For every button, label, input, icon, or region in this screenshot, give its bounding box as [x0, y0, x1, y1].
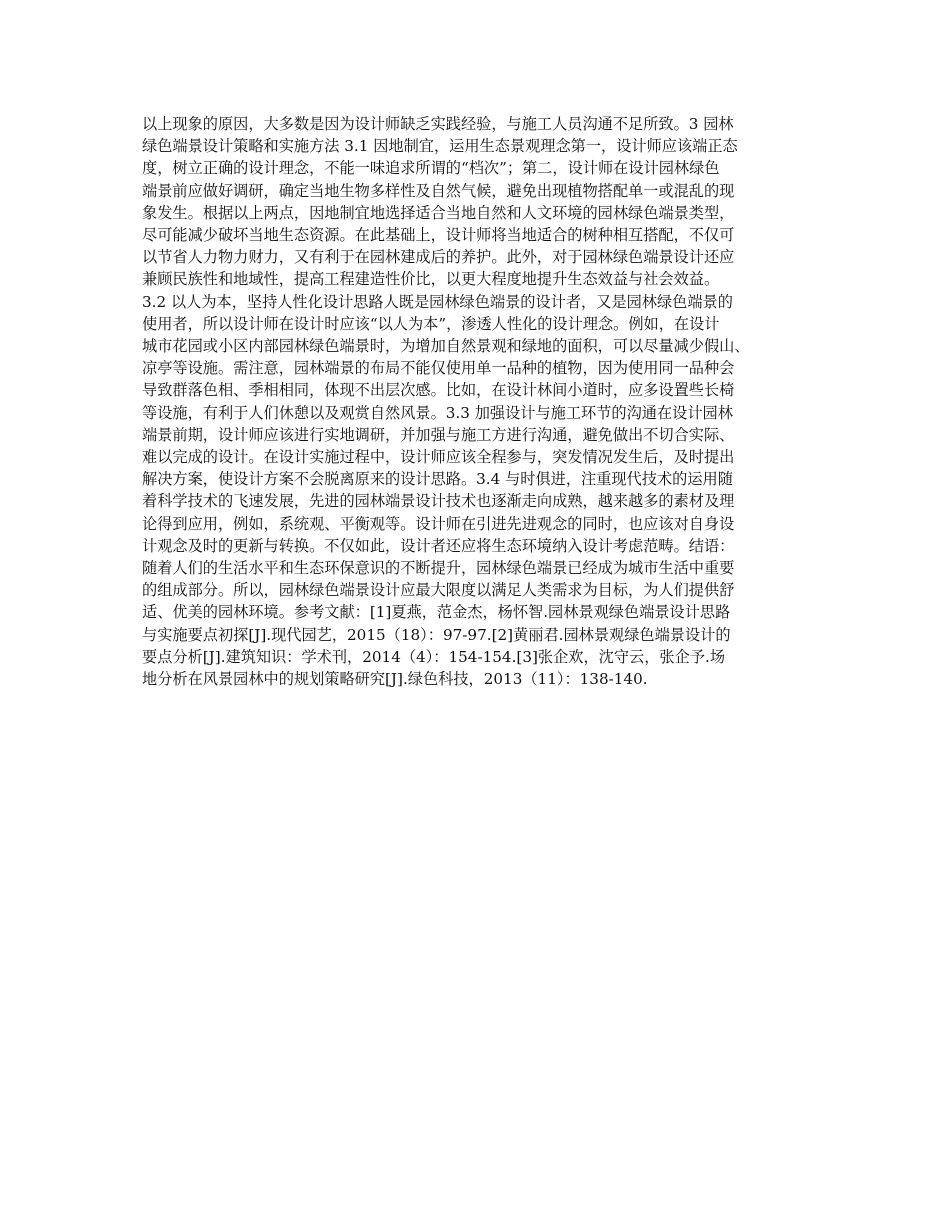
text-line: 兼顾民族性和地域性，提高工程建造性价比，以更大程度地提升生态效益与社会效益。	[142, 270, 720, 289]
text-line: 使用者，所以设计师在设计时应该“以人为本”，渗透人性化的设计理念。例如，在设计	[142, 314, 720, 333]
text-line: 端景前应做好调研，确定当地生物多样性及自然气候，避免出现植物搭配单一或混乱的现	[142, 181, 735, 200]
text-line: 随着人们的生活水平和生态环保意识的不断提升，园林绿色端景已经成为城市生活中重要	[142, 559, 735, 578]
text-line: 适、优美的园林环境。参考文献：[1]夏燕，范金杰，杨怀智.园林景观绿色端景设计思路	[142, 603, 731, 622]
text-line: 解决方案，使设计方案不会脱离原来的设计思路。3.4 与时俱进，注重现代技术的运用随	[142, 470, 733, 489]
text-line: 的组成部分。所以，园林绿色端景设计应最大限度以满足人类需求为目标，为人们提供舒	[142, 581, 735, 600]
text-line: 尽可能减少破坏当地生态资源。在此基础上，设计师将当地适合的树种相互搭配，不仅可	[142, 226, 735, 245]
text-line: 凉亭等设施。需注意，园林端景的布局不能仅使用单一品种的植物，因为使用同一品种会	[142, 359, 735, 378]
text-line: 地分析在风景园林中的规划策略研究[J].绿色科技，2013（11）：138-140.	[142, 670, 648, 689]
text-line: 端景前期，设计师应该进行实地调研，并加强与施工方进行沟通，避免做出不切合实际、	[142, 425, 735, 444]
text-line: 导致群落色相、季相相同，体现不出层次感。比如，在设计林间小道时，应多设置些长椅	[142, 381, 735, 400]
text-line: 城市花园或小区内部园林绿色端景时，为增加自然景观和绿地的面积，可以尽量减少假山、	[142, 337, 750, 356]
text-line: 要点分析[J].建筑知识：学术刊，2014（4）：154-154.[3]张企欢，沈守云，张企予.场	[142, 647, 726, 666]
text-line: 3.2 以人为本，坚持人性化设计思路人既是园林绿色端景的设计者，又是园林绿色端景的	[142, 292, 733, 311]
text-line: 论得到应用，例如，系统观、平衡观等。设计师在引进先进观念的同时，也应该对自身设	[142, 514, 735, 533]
body-text	[142, 113, 832, 690]
text-line: 绿色端景设计策略和实施方法 3.1 因地制宜，运用生态景观理念第一，设计师应该端正态	[142, 137, 738, 156]
text-line: 等设施，有利于人们休憩以及观赏自然风景。3.3 加强设计与施工环节的沟通在设计园林	[142, 403, 733, 422]
text-line: 度，树立正确的设计理念，不能一味追求所谓的“档次”；第二，设计师在设计园林绿色	[142, 159, 720, 178]
text-line: 计观念及时的更新与转换。不仅如此，设计者还应将生态环境纳入设计考虑范畴。结语：	[142, 536, 735, 555]
text-line: 与实施要点初探[J].现代园艺，2015（18）：97-97.[2]黄丽君.园林景观绿色端景设计的	[142, 625, 731, 644]
text-line: 着科学技术的飞速发展，先进的园林端景设计技术也逐渐走向成熟，越来越多的素材及理	[142, 492, 735, 511]
text-line: 以上现象的原因，大多数是因为设计师缺乏实践经验，与施工人员沟通不足所致。3 园林	[142, 115, 734, 133]
text-line: 难以完成的设计。在设计实施过程中，设计师应该全程参与，突发情况发生后，及时提出	[142, 448, 735, 467]
text-line: 以节省人力物力财力，又有利于在园林建成后的养护。此外，对于园林绿色端景设计还应	[142, 248, 735, 267]
text-line: 象发生。根据以上两点，因地制宜地选择适合当地自然和人文环境的园林绿色端景类型，	[142, 203, 735, 222]
